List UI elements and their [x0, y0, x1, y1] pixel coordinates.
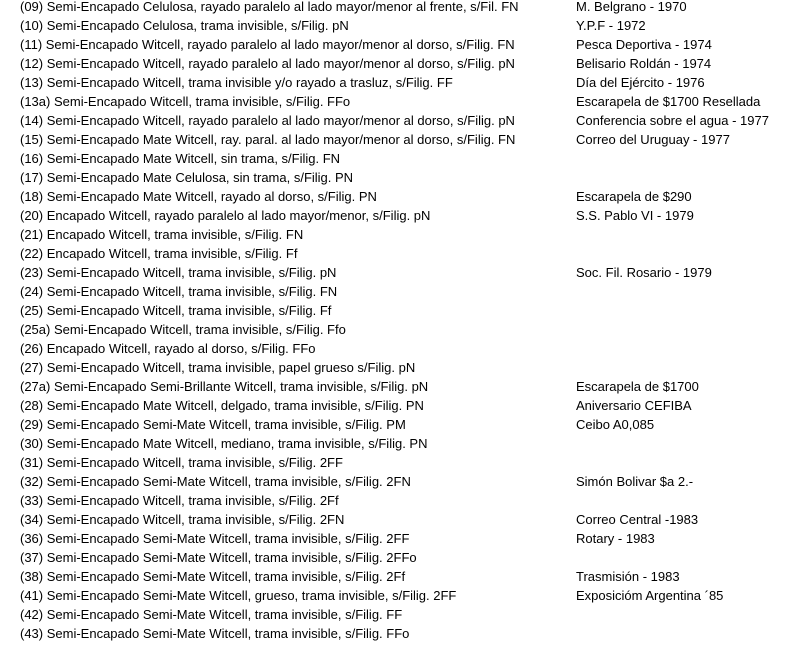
paper-description: (17) Semi-Encapado Mate Celulosa, sin trama, s/Filig. PN	[20, 170, 354, 185]
paper-description: (27) Semi-Encapado Witcell, trama invisible, papel grueso s/Filig. pN	[20, 360, 416, 375]
stamp-reference: Rotary - 1983	[576, 531, 655, 546]
paper-description: (25) Semi-Encapado Witcell, trama invisible, s/Filig. Ff	[20, 303, 332, 318]
paper-description: (34) Semi-Encapado Witcell, trama invisible, s/Filig. 2FN	[20, 512, 345, 527]
paper-description: (38) Semi-Encapado Semi-Mate Witcell, trama invisible, s/Filig. 2Ff	[20, 569, 406, 584]
stamp-reference: Simón Bolivar $a 2.-	[576, 474, 694, 489]
stamp-reference: Trasmisión - 1983	[576, 569, 680, 584]
list-item	[0, 567, 792, 586]
list-item	[0, 187, 792, 206]
stamp-reference: Belisario Roldán - 1974	[576, 56, 712, 71]
list-item	[0, 605, 792, 624]
stamp-reference: Conferencia sobre el agua - 1977	[576, 113, 769, 128]
list-item	[0, 377, 792, 396]
paper-description: (13) Semi-Encapado Witcell, trama invisible y/o rayado a trasluz, s/Filig. FF	[20, 75, 453, 90]
paper-description: (22) Encapado Witcell, trama invisible, s/Filig. Ff	[20, 246, 298, 261]
list-item	[0, 586, 792, 605]
paper-description: (32) Semi-Encapado Semi-Mate Witcell, trama invisible, s/Filig. 2FN	[20, 474, 411, 489]
paper-description: (13a) Semi-Encapado Witcell, trama invisible, s/Filig. FFo	[20, 94, 351, 109]
paper-description: (28) Semi-Encapado Mate Witcell, delgado, trama invisible, s/Filig. PN	[20, 398, 424, 413]
paper-description: (30) Semi-Encapado Mate Witcell, mediano, trama invisible, s/Filig. PN	[20, 436, 428, 451]
list-item	[0, 149, 792, 168]
paper-description: (43) Semi-Encapado Semi-Mate Witcell, trama invisible, s/Filig. FFo	[20, 626, 410, 641]
paper-description: (12) Semi-Encapado Witcell, rayado paralelo al lado mayor/menor al dorso, s/Filig. pN	[20, 56, 515, 71]
stamp-reference: Día del Ejército - 1976	[576, 75, 705, 90]
list-item	[0, 529, 792, 548]
list-item	[0, 624, 792, 643]
paper-description: (18) Semi-Encapado Mate Witcell, rayado al dorso, s/Filig. PN	[20, 189, 377, 204]
list-item	[0, 282, 792, 301]
list-item	[0, 16, 792, 35]
list-item	[0, 453, 792, 472]
paper-description: (24) Semi-Encapado Witcell, trama invisible, s/Filig. FN	[20, 284, 338, 299]
list-item	[0, 301, 792, 320]
list-item	[0, 111, 792, 130]
paper-description: (41) Semi-Encapado Semi-Mate Witcell, grueso, trama invisible, s/Filig. 2FF	[20, 588, 457, 603]
list-item	[0, 396, 792, 415]
paper-description: (25a) Semi-Encapado Witcell, trama invisible, s/Filig. Ffo	[20, 322, 346, 337]
paper-description: (20) Encapado Witcell, rayado paralelo al lado mayor/menor, s/Filig. pN	[20, 208, 431, 223]
paper-description: (11) Semi-Encapado Witcell, rayado paralelo al lado mayor/menor al dorso, s/Filig. FN	[20, 37, 515, 52]
paper-description: (27a) Semi-Encapado Semi-Brillante Witcell, trama invisible, s/Filig. pN	[20, 379, 429, 394]
paper-description: (36) Semi-Encapado Semi-Mate Witcell, trama invisible, s/Filig. 2FF	[20, 531, 410, 546]
stamp-reference: Pesca Deportiva - 1974	[576, 37, 712, 52]
list-item	[0, 415, 792, 434]
list-item	[0, 73, 792, 92]
stamp-reference: Escarapela de $1700	[576, 379, 699, 394]
list-item	[0, 472, 792, 491]
list-item	[0, 35, 792, 54]
paper-description: (09) Semi-Encapado Celulosa, rayado paralelo al lado mayor/menor al frente, s/Fil. FN	[20, 0, 519, 14]
paper-description: (26) Encapado Witcell, rayado al dorso, s/Filig. FFo	[20, 341, 316, 356]
paper-description: (10) Semi-Encapado Celulosa, trama invisible, s/Filig. pN	[20, 18, 349, 33]
list-item	[0, 358, 792, 377]
paper-description: (31) Semi-Encapado Witcell, trama invisible, s/Filig. 2FF	[20, 455, 343, 470]
stamp-reference: Aniversario CEFIBA	[576, 398, 692, 413]
list-item	[0, 0, 792, 16]
paper-description: (16) Semi-Encapado Mate Witcell, sin trama, s/Filig. FN	[20, 151, 341, 166]
paper-description: (21) Encapado Witcell, trama invisible, s/Filig. FN	[20, 227, 304, 242]
list-item	[0, 434, 792, 453]
stamp-reference: M. Belgrano - 1970	[576, 0, 687, 14]
list-item	[0, 92, 792, 111]
stamp-reference: Correo del Uruguay - 1977	[576, 132, 730, 147]
list-item	[0, 510, 792, 529]
stamp-reference: Ceibo A0,085	[576, 417, 655, 432]
stamp-reference: Correo Central -1983	[576, 512, 699, 527]
paper-description: (42) Semi-Encapado Semi-Mate Witcell, trama invisible, s/Filig. FF	[20, 607, 403, 622]
stamp-reference: S.S. Pablo VI - 1979	[576, 208, 694, 223]
list-item	[0, 263, 792, 282]
stamp-reference: Y.P.F - 1972	[576, 18, 646, 33]
list-item	[0, 244, 792, 263]
paper-description: (14) Semi-Encapado Witcell, rayado paralelo al lado mayor/menor al dorso, s/Filig. pN	[20, 113, 515, 128]
paper-description: (15) Semi-Encapado Mate Witcell, ray. paral. al lado mayor/menor al dorso, s/Filig. FN	[20, 132, 516, 147]
list-item	[0, 130, 792, 149]
list-item	[0, 339, 792, 358]
list-item	[0, 225, 792, 244]
list-item	[0, 54, 792, 73]
paper-description: (29) Semi-Encapado Semi-Mate Witcell, trama invisible, s/Filig. PM	[20, 417, 406, 432]
stamp-reference: Soc. Fil. Rosario - 1979	[576, 265, 712, 280]
stamp-reference: Escarapela de $290	[576, 189, 692, 204]
list-item	[0, 168, 792, 187]
paper-description: (37) Semi-Encapado Semi-Mate Witcell, trama invisible, s/Filig. 2FFo	[20, 550, 417, 565]
stamp-reference: Exposicióm Argentina ´85	[576, 588, 724, 603]
paper-description: (23) Semi-Encapado Witcell, trama invisible, s/Filig. pN	[20, 265, 337, 280]
list-item	[0, 548, 792, 567]
list-item	[0, 491, 792, 510]
list-item	[0, 320, 792, 339]
stamp-reference: Escarapela de $1700 Resellada	[576, 94, 761, 109]
paper-description: (33) Semi-Encapado Witcell, trama invisible, s/Filig. 2Ff	[20, 493, 339, 508]
list-item	[0, 206, 792, 225]
